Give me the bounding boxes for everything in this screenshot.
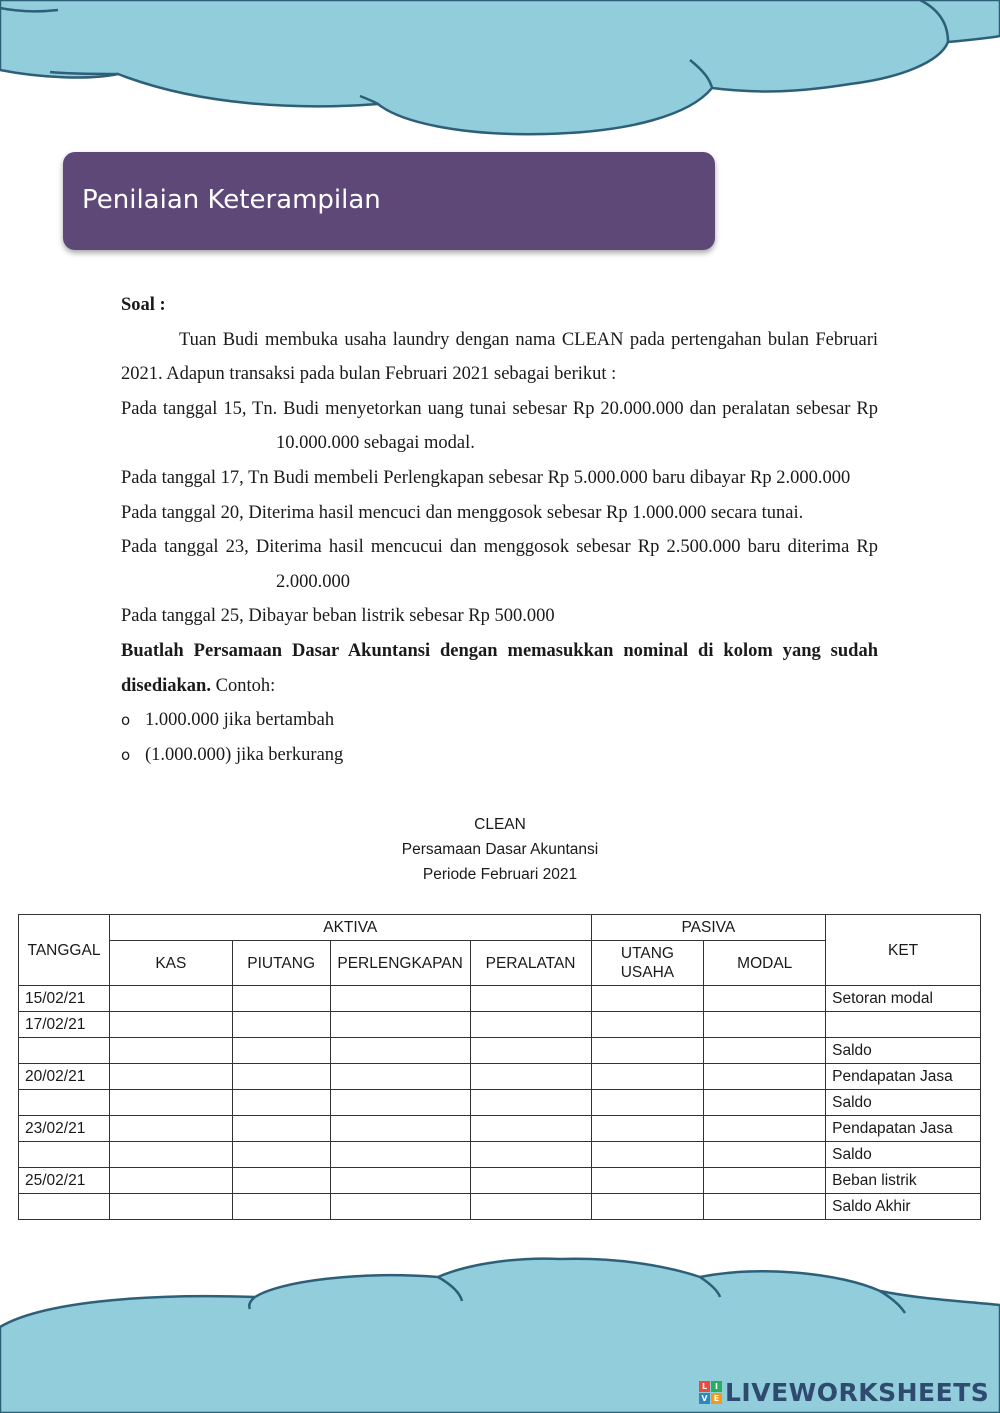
utang-usaha-input-cell[interactable]	[591, 1038, 704, 1064]
kas-input-cell[interactable]	[109, 1116, 232, 1142]
date-cell: 17/02/21	[19, 1012, 110, 1038]
header-perlengkapan: PERLENGKAPAN	[330, 941, 470, 986]
kas-input-cell[interactable]	[109, 1012, 232, 1038]
utang-usaha-input-cell[interactable]	[591, 1142, 704, 1168]
utang-usaha-input-cell[interactable]	[591, 1194, 704, 1220]
top-cloud-decoration	[0, 0, 1000, 140]
date-cell: 23/02/21	[19, 1116, 110, 1142]
instruction-paragraph	[121, 634, 878, 703]
date-cell	[19, 1142, 110, 1168]
peralatan-input-cell[interactable]	[470, 1038, 591, 1064]
perlengkapan-input-cell[interactable]	[330, 1012, 470, 1038]
kas-input-cell[interactable]	[109, 986, 232, 1012]
table-row	[19, 1168, 981, 1194]
modal-input-cell[interactable]	[704, 1194, 826, 1220]
logo-tile: E	[711, 1393, 722, 1404]
table-row	[19, 986, 981, 1012]
transaction-item: Pada tanggal 20, Diterima hasil mencuci dan menggosok sebesar Rp 1.000.000 secara tunai.	[121, 502, 804, 523]
header-piutang: PIUTANG	[232, 941, 330, 986]
modal-input-cell[interactable]	[704, 1168, 826, 1194]
header-utang-usaha: UTANG USAHA	[591, 941, 704, 986]
piutang-input-cell[interactable]	[232, 1194, 330, 1220]
example-text: (1.000.000) jika berkurang	[145, 744, 344, 765]
problem-text	[121, 288, 878, 772]
date-cell	[19, 1038, 110, 1064]
accounting-equation-table	[18, 914, 981, 1220]
logo-tile: I	[711, 1381, 722, 1392]
date-cell: 15/02/21	[19, 986, 110, 1012]
header-kas: KAS	[109, 941, 232, 986]
piutang-input-cell[interactable]	[232, 1168, 330, 1194]
utang-usaha-input-cell[interactable]	[591, 986, 704, 1012]
date-cell	[19, 1194, 110, 1220]
peralatan-input-cell[interactable]	[470, 1012, 591, 1038]
instruction-bold: Buatlah Persamaan Dasar Akuntansi dengan memasukkan nominal di kolom yang sudah disediakan.	[121, 640, 878, 696]
peralatan-input-cell[interactable]	[470, 1064, 591, 1090]
piutang-input-cell[interactable]	[232, 1116, 330, 1142]
ket-cell: Saldo	[826, 1038, 981, 1064]
transaction-item: Pada tanggal 23, Diterima hasil mencucui dan menggosok sebesar Rp 2.500.000 baru diterima Rp 2.000.000	[121, 537, 878, 592]
kas-input-cell[interactable]	[109, 1064, 232, 1090]
modal-input-cell[interactable]	[704, 1012, 826, 1038]
ket-cell: Saldo	[826, 1090, 981, 1116]
table-period: Periode Februari 2021	[422, 866, 578, 883]
utang-usaha-input-cell[interactable]	[591, 1168, 704, 1194]
header-ket: KET	[826, 915, 981, 986]
modal-input-cell[interactable]	[704, 986, 826, 1012]
utang-usaha-input-cell[interactable]	[591, 1090, 704, 1116]
example-item	[121, 738, 878, 773]
kas-input-cell[interactable]	[109, 1168, 232, 1194]
peralatan-input-cell[interactable]	[470, 986, 591, 1012]
bullet-circle-icon: o	[121, 745, 131, 764]
kas-input-cell[interactable]	[109, 1142, 232, 1168]
utang-usaha-input-cell[interactable]	[591, 1064, 704, 1090]
ket-cell: Setoran modal	[826, 986, 981, 1012]
piutang-input-cell[interactable]	[232, 986, 330, 1012]
perlengkapan-input-cell[interactable]	[330, 1194, 470, 1220]
soal-label: Soal :	[121, 295, 166, 315]
ket-cell: Saldo Akhir	[826, 1194, 981, 1220]
header-tanggal: TANGGAL	[19, 915, 110, 986]
table-row	[19, 1064, 981, 1090]
table-row	[19, 1038, 981, 1064]
intro-paragraph: Tuan Budi membuka usaha laundry dengan nama CLEAN pada pertengahan bulan Februari 2021. Adapun transaksi pada bulan Februari 2021 sebagai berikut :	[121, 329, 878, 385]
table-row	[19, 1194, 981, 1220]
kas-input-cell[interactable]	[109, 1038, 232, 1064]
perlengkapan-input-cell[interactable]	[330, 986, 470, 1012]
perlengkapan-input-cell[interactable]	[330, 1142, 470, 1168]
ket-cell: Beban listrik	[826, 1168, 981, 1194]
modal-input-cell[interactable]	[704, 1038, 826, 1064]
peralatan-input-cell[interactable]	[470, 1116, 591, 1142]
transaction-item: Pada tanggal 15, Tn. Budi menyetorkan uang tunai sebesar Rp 20.000.000 dan peralatan sebesar Rp 10.000.000 sebagai modal.	[121, 398, 878, 454]
transaction-item: Pada tanggal 17, Tn Budi membeli Perlengkapan sebesar Rp 5.000.000 baru dibayar Rp 2.000.000	[121, 467, 851, 488]
example-text: 1.000.000 jika bertambah	[145, 710, 335, 731]
perlengkapan-input-cell[interactable]	[330, 1116, 470, 1142]
perlengkapan-input-cell[interactable]	[330, 1064, 470, 1090]
piutang-input-cell[interactable]	[232, 1012, 330, 1038]
ket-cell: Pendapatan Jasa	[826, 1116, 981, 1142]
logo-tile: L	[699, 1381, 710, 1392]
date-cell	[19, 1090, 110, 1116]
logo-tile: V	[699, 1393, 710, 1404]
utang-usaha-input-cell[interactable]	[591, 1116, 704, 1142]
piutang-input-cell[interactable]	[232, 1038, 330, 1064]
section-banner	[63, 152, 715, 250]
table-row	[19, 1142, 981, 1168]
perlengkapan-input-cell[interactable]	[330, 1168, 470, 1194]
utang-usaha-input-cell[interactable]	[591, 1012, 704, 1038]
header-modal: MODAL	[704, 941, 826, 986]
perlengkapan-input-cell[interactable]	[330, 1038, 470, 1064]
banner-title: Penilaian Keterampilan	[82, 185, 381, 215]
liveworksheets-logo	[699, 1378, 989, 1407]
modal-input-cell[interactable]	[704, 1116, 826, 1142]
table-company-name: CLEAN	[474, 816, 526, 833]
peralatan-input-cell[interactable]	[470, 1194, 591, 1220]
table-row	[19, 1090, 981, 1116]
modal-input-cell[interactable]	[704, 1142, 826, 1168]
piutang-input-cell[interactable]	[232, 1142, 330, 1168]
logo-tiles-icon	[699, 1381, 722, 1404]
table-title: Persamaan Dasar Akuntansi	[401, 841, 599, 858]
table-row	[19, 1116, 981, 1142]
piutang-input-cell[interactable]	[232, 1090, 330, 1116]
instruction-rest: Contoh:	[210, 675, 276, 696]
ket-cell	[826, 1012, 981, 1038]
example-item	[121, 703, 878, 738]
kas-input-cell[interactable]	[109, 1194, 232, 1220]
peralatan-input-cell[interactable]	[470, 1168, 591, 1194]
ket-cell: Saldo	[826, 1142, 981, 1168]
header-peralatan: PERALATAN	[470, 941, 591, 986]
modal-input-cell[interactable]	[704, 1064, 826, 1090]
peralatan-input-cell[interactable]	[470, 1142, 591, 1168]
piutang-input-cell[interactable]	[232, 1064, 330, 1090]
date-cell: 20/02/21	[19, 1064, 110, 1090]
modal-input-cell[interactable]	[704, 1090, 826, 1116]
date-cell: 25/02/21	[19, 1168, 110, 1194]
logo-text: LIVEWORKSHEETS	[725, 1378, 990, 1407]
header-aktiva: AKTIVA	[109, 915, 591, 941]
kas-input-cell[interactable]	[109, 1090, 232, 1116]
table-row	[19, 1012, 981, 1038]
perlengkapan-input-cell[interactable]	[330, 1090, 470, 1116]
header-pasiva: PASIVA	[591, 915, 826, 941]
transaction-item: Pada tanggal 25, Dibayar beban listrik sebesar Rp 500.000	[121, 606, 555, 627]
bullet-circle-icon: o	[121, 711, 131, 730]
ket-cell: Pendapatan Jasa	[826, 1064, 981, 1090]
peralatan-input-cell[interactable]	[470, 1090, 591, 1116]
